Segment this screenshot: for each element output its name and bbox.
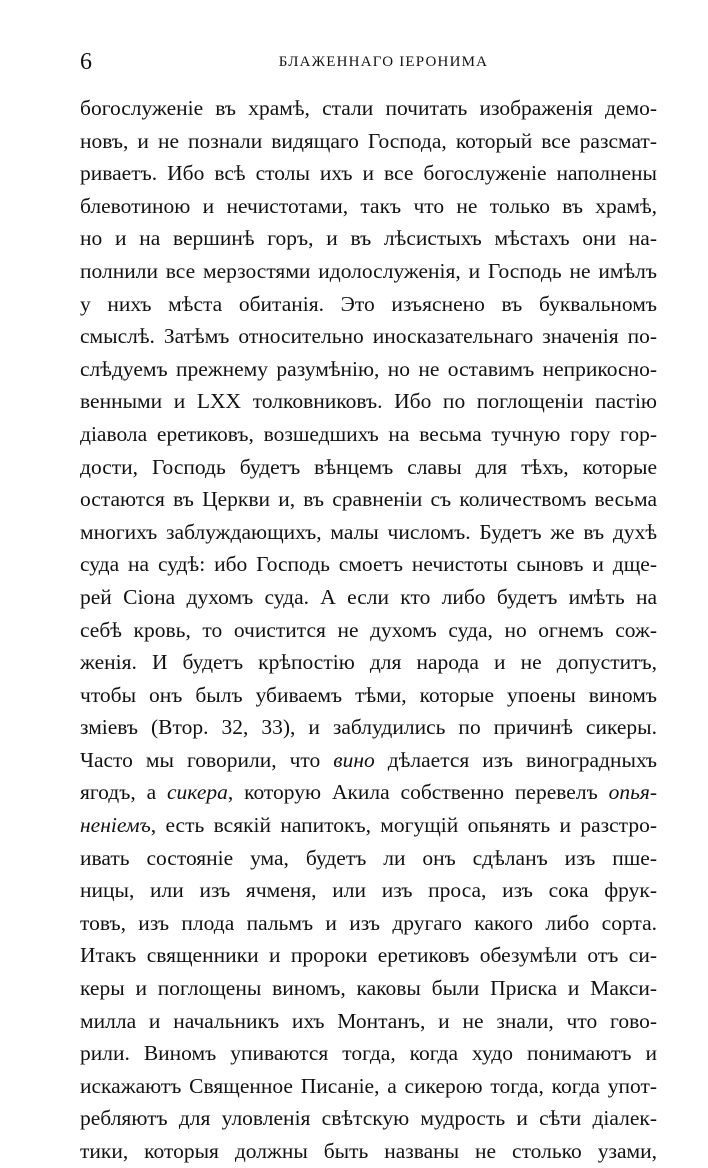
text-line [80,939,657,972]
running-title: БЛАЖЕННАГО ІЕРОНИМА [278,54,489,70]
text-segment: , есть всякій напитокъ, могущій опьянять и разстро- [150,813,657,838]
text-segment: , которую Акила собственно перевелъ [227,780,609,805]
text-line [80,581,657,614]
text-line [80,809,657,842]
text-line [80,874,657,907]
text-line [80,222,657,255]
text-segment: женія. И будетъ крѣпостію для народа и не допуститъ, [80,650,657,675]
text-line [80,646,657,679]
text-line [80,614,657,647]
italic-word: опья- [608,780,657,805]
text-segment: дѣлается изъ виноградныхъ [374,747,657,772]
text-segment: многихъ заблуждающихъ, малы числомъ. Будетъ же въ духѣ [80,519,657,544]
text-line [80,255,657,288]
text-segment: милла и начальникъ ихъ Монтанъ, и не знали, что гово- [80,1008,657,1033]
text-line [80,776,657,809]
text-line [80,451,657,484]
text-segment: ницы, или изъ ячменя, или изъ проса, изъ сока фрук- [80,878,657,903]
text-segment: новъ, и не познали видящаго Господа, который все разсмат- [80,128,657,153]
text-line [80,190,657,223]
italic-word: вино [333,747,375,772]
text-segment: товъ, изъ плода пальмъ и изъ другаго какого либо сорта. [80,910,657,935]
text-segment: ягодъ, а [80,780,168,805]
page-header [80,44,657,80]
text-segment: остаются въ Церкви и, въ сравненіи съ количествомъ весьма [80,487,657,512]
text-line [80,1070,657,1103]
text-line [80,744,657,777]
text-segment: рей Сіона духомъ суда. А если кто либо будетъ имѣть на [80,584,657,609]
text-segment: у нихъ мѣста обитанія. Это изъяснено въ буквальномъ [80,291,657,316]
text-line [80,92,657,125]
text-line [80,353,657,386]
text-segment: рили. Виномъ упиваются тогда, когда худо понимаютъ и [80,1041,657,1066]
page-number: 6 [80,49,92,75]
text-segment: ребляютъ для уловленія свѣтскую мудрость и сѣти діалек- [80,1106,657,1131]
text-line [80,972,657,1005]
text-line [80,320,657,353]
text-line [80,418,657,451]
text-segment: керы и поглощены виномъ, каковы были Приска и Макси- [80,976,657,1001]
text-segment: зміевъ (Втор. 32, 33), и заблудились по причинѣ сикеры. [80,715,657,740]
text-segment: дости, Господь будетъ вѣнцемъ славы для тѣхъ, которые [80,454,657,479]
text-segment: Итакъ священники и пророки еретиковъ обезумѣли отъ си- [80,943,657,968]
italic-word: сикера [167,780,228,805]
text-segment: полнили все мерзостями идолослуженія, и Господь не имѣлъ [80,258,657,283]
text-line [80,157,657,190]
text-segment: тики, которыя должны быть названы не столько узами, [80,1139,657,1163]
text-segment: Часто мы говорили, что [80,747,334,772]
text-line [80,548,657,581]
text-segment: себѣ кровь, то очистится не духомъ суда, но огнемъ сож- [80,617,657,642]
text-line [80,288,657,321]
text-segment: смыслѣ. Затѣмъ относительно иносказательнаго значенія по- [80,324,657,349]
text-segment: но и на вершинѣ горъ, и въ лѣсистыхъ мѣстахъ они на- [80,226,657,251]
text-line [80,1005,657,1038]
text-segment: богослуженіе въ храмѣ, стали почитать изображенія демо- [80,96,657,120]
text-segment: слѣдуемъ прежнему разумѣнію, но не оставимъ неприкосно- [80,356,657,381]
text-line [80,516,657,549]
text-segment: венными и LXX толковниковъ. Ибо по поглощеніи пастію [80,389,657,414]
text-line [80,679,657,712]
text-segment: блевотиною и нечистотами, такъ что не только въ храмѣ, [80,193,657,218]
text-line [80,1102,657,1135]
text-line [80,711,657,744]
text-segment: искажаютъ Священное Писаніе, а сикерою тогда, когда упот- [80,1073,657,1098]
text-segment: чтобы онъ былъ убиваемъ тѣми, которые упоены виномъ [80,682,657,707]
text-line [80,483,657,516]
text-line [80,1037,657,1070]
text-line [80,842,657,875]
italic-word: неніемъ [80,813,151,838]
text-line [80,125,657,158]
text-line [80,907,657,940]
text-segment: ивать состояніе ума, будетъ ли онъ сдѣланъ изъ пше- [80,845,657,870]
text-line [80,1135,657,1168]
body-text [80,92,657,1168]
text-segment: діавола еретиковъ, возшедшихъ на весьма тучную гору гор- [80,421,657,446]
text-segment: суда на судѣ: ибо Господь смоетъ нечистоты сыновъ и дще- [80,552,657,577]
text-line [80,385,657,418]
text-segment: риваетъ. Ибо всѣ столы ихъ и все богослуженіе наполнены [80,161,657,186]
